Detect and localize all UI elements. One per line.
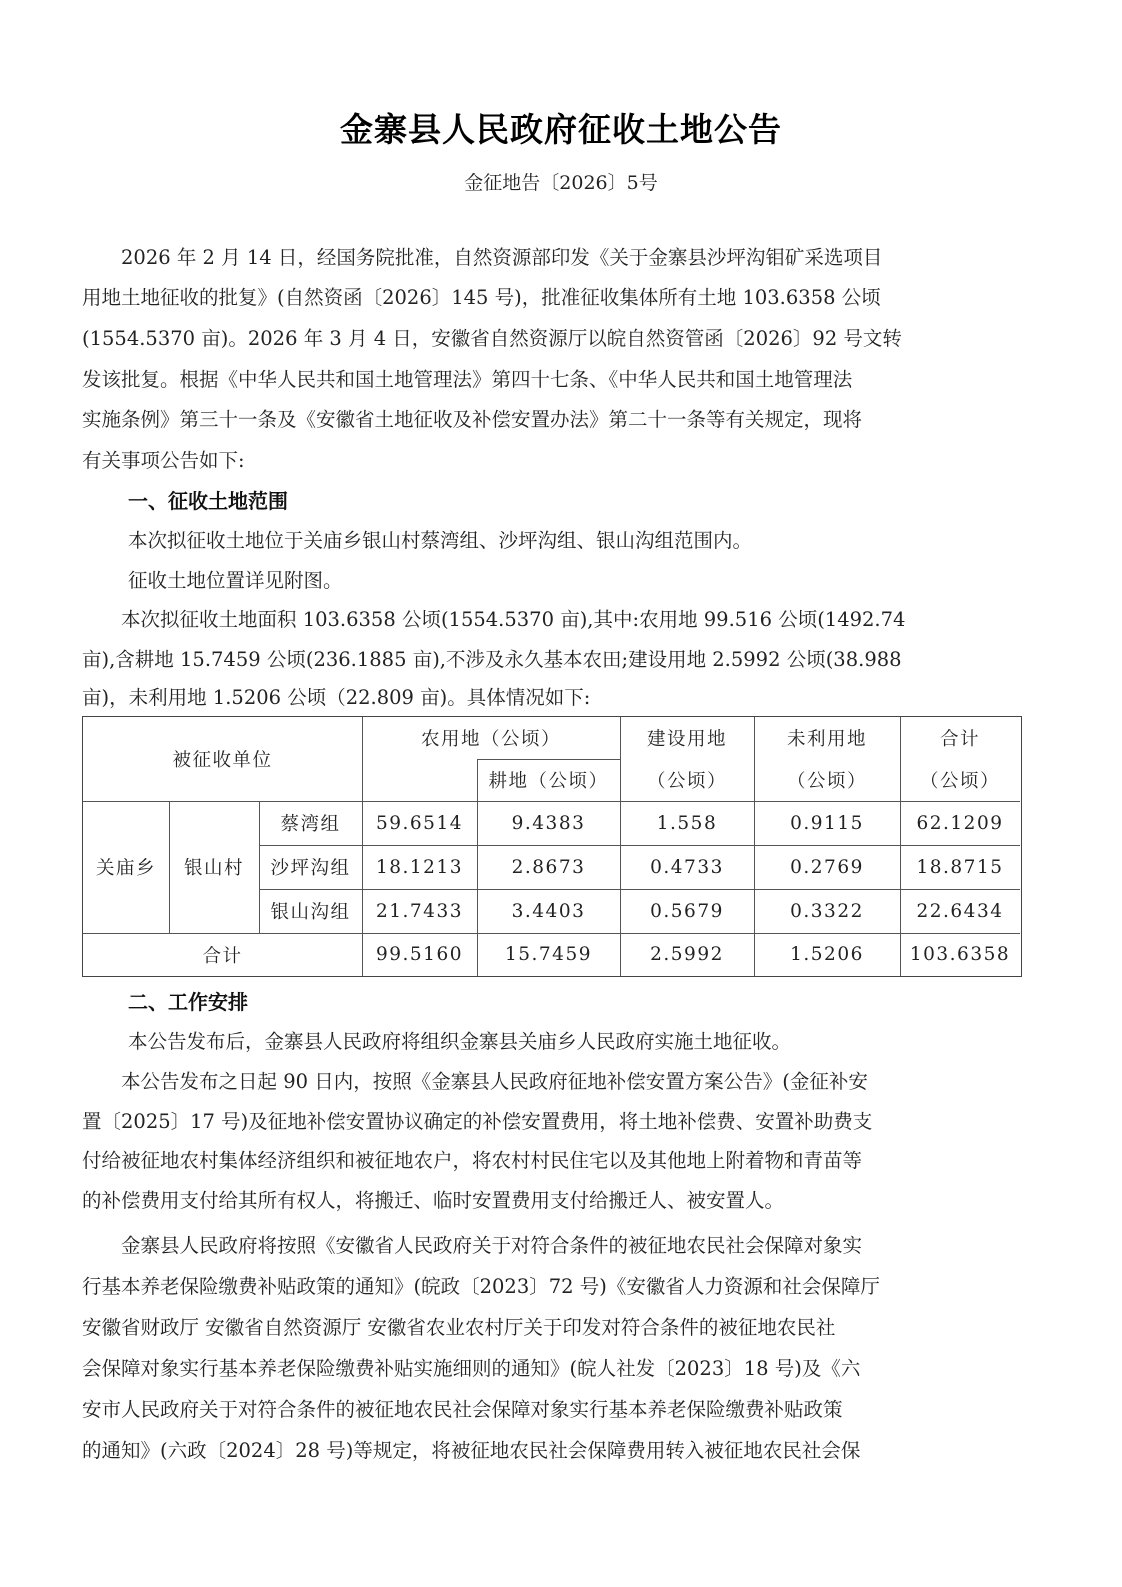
group-cell: 沙坪沟组 — [270, 858, 351, 879]
text-line: 安市人民政府关于对符合条件的被征地农民社会保障对象实行基本养老保险缴费补贴政策 — [82, 1398, 843, 1421]
land-acquisition-table — [82, 716, 1022, 977]
unused-cell: 0.2769 — [790, 856, 864, 878]
construction-cell: 0.4733 — [650, 856, 724, 878]
header-construction-unit: （公顷） — [646, 771, 727, 792]
section-heading-1: 一、征收土地范围 — [128, 489, 288, 513]
total-cell: 103.6358 — [909, 944, 1011, 965]
construction-cell: 2.5992 — [650, 944, 724, 965]
text-line: 置〔2025〕17 号)及征地补偿安置协议确定的补偿安置费用，将土地补偿费、安置补助费支 — [82, 1110, 873, 1133]
document-number: 金征地告〔2026〕5号 — [464, 172, 658, 194]
text-line: 的补偿费用支付给其所有权人，将搬迁、临时安置费用支付给搬迁人、被安置人。 — [82, 1189, 785, 1212]
text-line: 本公告发布之日起 90 日内，按照《金寨县人民政府征地补偿安置方案公告》(金征补安 — [82, 1070, 868, 1093]
header-total: 合计 — [939, 729, 980, 750]
header-construction: 建设用地 — [646, 729, 727, 750]
text-line: 本公告发布后，金寨县人民政府将组织金寨县关庙乡人民政府实施土地征收。 — [128, 1030, 792, 1053]
text-line: 亩),含耕地 15.7459 公顷(236.1885 亩),不涉及永久基本农田;建设用地 2.5992 公顷(38.988 — [82, 648, 902, 671]
header-unit: 被征收单位 — [172, 750, 273, 771]
agri-cell: 21.7433 — [375, 900, 463, 922]
text-line: 用地土地征收的批复》(自然资函〔2026〕145 号)，批准征收集体所有土地 103.6358 公顷 — [82, 286, 881, 309]
group-cell: 蔡湾组 — [280, 814, 341, 835]
page-title: 金寨县人民政府征收土地公告 — [340, 110, 782, 149]
text-line: 安徽省财政厅 安徽省自然资源厅 安徽省农业农村厅关于印发对符合条件的被征地农民社 — [82, 1316, 836, 1339]
group-cell: 银山沟组 — [270, 902, 351, 923]
total-cell: 62.1209 — [916, 812, 1004, 834]
construction-cell: 0.5679 — [650, 900, 724, 922]
agri-cell: 99.5160 — [375, 944, 463, 965]
text-line: 付给被征地农村集体经济组织和被征地农户，将农村村民住宅以及其他地上附着物和青苗等 — [82, 1149, 863, 1172]
header-total-unit: （公顷） — [919, 771, 1000, 792]
arable-cell: 3.4403 — [511, 900, 586, 922]
header-unused-unit: （公顷） — [786, 771, 867, 792]
text-line: 本次拟征收土地面积 103.6358 公顷(1554.5370 亩),其中:农用地 99.516 公顷(1492.74 — [82, 608, 906, 631]
text-line: 的通知》(六政〔2024〕28 号)等规定，将被征地农民社会保障费用转入被征地农民社会保 — [82, 1439, 861, 1462]
text-line: 实施条例》第三十一条及《安徽省土地征收及补偿安置办法》第二十一条等有关规定，现将 — [82, 408, 863, 431]
text-line: 征收土地位置详见附图。 — [128, 569, 343, 592]
unused-cell: 0.3322 — [790, 900, 864, 922]
total-cell: 22.6434 — [916, 900, 1004, 922]
total-label-cell: 合计 — [202, 945, 243, 967]
text-line: 亩)，未利用地 1.5206 公顷（22.809 亩)。具体情况如下: — [82, 686, 591, 709]
total-cell: 18.8715 — [916, 856, 1004, 878]
text-line: 行基本养老保险缴费补贴政策的通知》(皖政〔2023〕72 号)《安徽省人力资源和社会保障厅 — [82, 1275, 880, 1298]
header-unused: 未利用地 — [786, 729, 867, 750]
text-line: 有关事项公告如下: — [82, 449, 245, 472]
village-cell: 银山村 — [183, 858, 244, 879]
text-line: 会保障对象实行基本养老保险缴费补贴实施细则的通知》(皖人社发〔2023〕18 号)及《六 — [82, 1357, 861, 1380]
header-agri: 农用地（公顷） — [420, 729, 561, 750]
unused-cell: 1.5206 — [790, 944, 864, 965]
unused-cell: 0.9115 — [790, 812, 864, 834]
section-heading-2: 二、工作安排 — [128, 990, 248, 1014]
arable-cell: 9.4383 — [511, 812, 586, 834]
text-line: 本次拟征收土地位于关庙乡银山村蔡湾组、沙坪沟组、银山沟组范围内。 — [128, 529, 753, 552]
arable-cell: 2.8673 — [511, 856, 586, 878]
text-line: (1554.5370 亩)。2026 年 3 月 4 日，安徽省自然资源厅以皖自然资管函〔2026〕92 号文转 — [82, 327, 902, 350]
text-line: 金寨县人民政府将按照《安徽省人民政府关于对符合条件的被征地农民社会保障对象实 — [82, 1234, 863, 1257]
construction-cell: 1.558 — [656, 812, 718, 834]
agri-cell: 18.1213 — [375, 856, 463, 878]
agri-cell: 59.6514 — [375, 812, 463, 834]
text-line: 发该批复。根据《中华人民共和国土地管理法》第四十七条、《中华人民共和国土地管理法 — [82, 368, 853, 391]
header-arable: 耕地（公顷） — [488, 771, 609, 792]
township-cell: 关庙乡 — [95, 858, 156, 879]
text-line: 2026 年 2 月 14 日，经国务院批准，自然资源部印发《关于金寨县沙坪沟钼矿采选项目 — [82, 246, 883, 269]
arable-cell: 15.7459 — [504, 944, 592, 965]
